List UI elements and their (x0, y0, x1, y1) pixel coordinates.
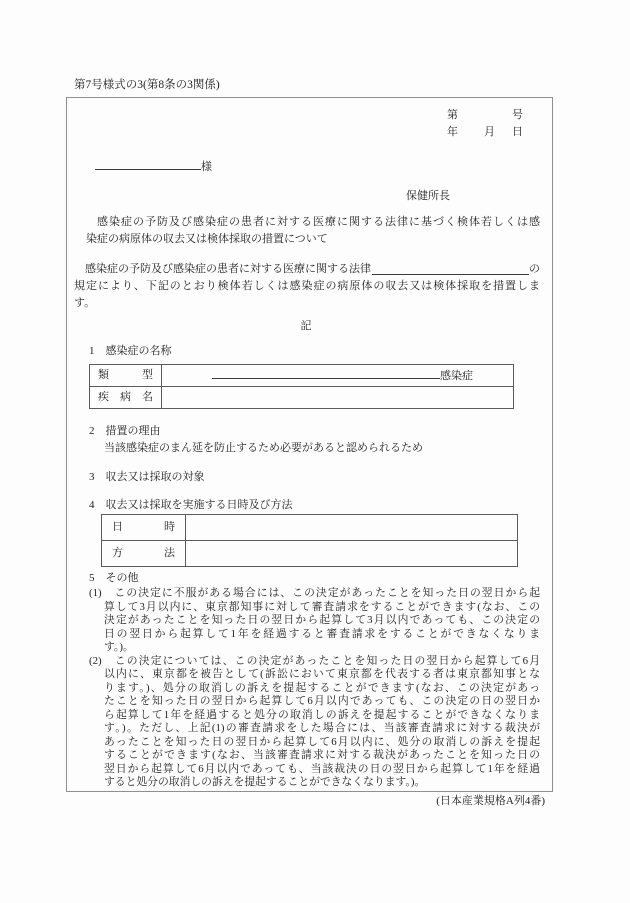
other-item1-line: す。)。 (104, 641, 134, 653)
disease-value-cell[interactable] (162, 387, 514, 409)
year-label: 年 (447, 126, 458, 138)
type-value-cell[interactable] (162, 365, 514, 387)
body-line: す。 (74, 297, 96, 309)
type-label-cell: 類型 (90, 365, 162, 387)
section4-heading: 4 収去又は採取を実施する日時及び方法 (89, 499, 293, 511)
datetime-value-cell[interactable] (186, 515, 518, 541)
other-item2-line: することができます(なお、当該審査請求に対する裁決があったことを知った日の (104, 749, 540, 761)
form-code-label: 第7号様式の3(第8条の3関係) (74, 79, 220, 91)
subject-paragraph (86, 214, 540, 248)
type-suffix: 感染症 (440, 369, 473, 382)
other-item2-line: ります。)、処分の取消しの訴えを提起することができます(なお、この決定があっ (104, 681, 540, 694)
sender-title: 保健所長 (406, 190, 450, 202)
section5-heading: 5 その他 (89, 572, 139, 584)
type-blank[interactable] (212, 367, 440, 379)
subject-line: 感染症の予防及び感染症の患者に対する医療に関する法律に基づく検体若しくは感 (97, 216, 540, 228)
addressee-name-blank[interactable] (95, 157, 201, 170)
doc-number-prefix: 第 (447, 109, 458, 121)
section1-heading: 1 感染症の名称 (89, 345, 172, 357)
other-item2-line: す。)。ただし、上記(1)の審査請求をした場合には、当該審査請求に対する裁決が (104, 722, 540, 734)
date-line (74, 124, 540, 141)
other-item1-line: 決定があったことを知った日の翌日から起算して3月以内であっても、この決定の (104, 614, 540, 626)
month-label: 月 (484, 126, 495, 138)
law-provision-blank[interactable] (372, 274, 529, 275)
body-line-suffix: の (529, 263, 540, 275)
subject-line: 染症の病原体の収去又は検体採取の措置について (86, 233, 328, 245)
table-row (102, 541, 518, 567)
disease-name-table (89, 364, 514, 409)
addressee-line (95, 157, 540, 176)
datetime-label-cell: 日時 (102, 515, 186, 541)
form-border-box (66, 97, 553, 792)
other-item2-line: あったことを知った日の翌日から起算して6月以内に、処分の取消しの訴えを提起 (104, 735, 540, 748)
table-row (90, 365, 514, 387)
body-line-with-blank (74, 261, 540, 278)
day-label: 日 (512, 126, 523, 138)
document-number-line (74, 107, 540, 124)
method-label-cell: 方法 (102, 541, 186, 567)
other-item2-line: (2) この決定については、この決定があったことを知った日の翌日から起算して6月 (89, 654, 540, 667)
other-item1-line: 算して3月以内に、東京都知事に対して審査請求をすることができます(なお、この (104, 600, 540, 613)
method-value-cell[interactable] (186, 541, 518, 567)
section2-heading: 2 措置の理由 (89, 425, 161, 437)
other-item2-line: たことを知った日の翌日から起算して6月以内であっても、この決定の日の翌日か (104, 695, 540, 707)
addressee-honorific: 様 (201, 161, 212, 173)
jis-standard-note: (日本産業規格A列4番) (436, 795, 545, 807)
section5-other-notes (89, 587, 540, 790)
table-row (102, 515, 518, 541)
other-item1-line: (1) この決定に不服がある場合には、この決定があったことを知った日の翌日から起 (89, 587, 540, 599)
body-line-prefix: 感染症の予防及び感染症の患者に対する医療に関する法律 (74, 263, 371, 275)
other-item2-line: ら起算して1年を経過すると処分の取消しの訴えを提起することができなくなりま (104, 708, 540, 721)
record-mark: 記 (300, 320, 314, 332)
body-line: 規定により、下記のとおり検体若しくは感染症の病原体の収去又は検体採取を措置しま (74, 280, 540, 292)
section2-body: 当該感染症のまん延を防止するため必要があると認められるため (104, 442, 423, 454)
disease-label-cell: 疾病名 (90, 387, 162, 409)
other-item2-line: すると処分の取消しの訴えを提起することができなくなります。)。 (104, 776, 426, 788)
other-item2-line: 翌日から起算して6月以内であっても、当該裁決の日の翌日から起算して1年を経過 (104, 762, 540, 775)
doc-number-suffix: 号 (512, 109, 523, 121)
other-item1-line: 日の翌日から起算して1年を経過すると審査請求をすることができなくなりま (104, 627, 540, 640)
datetime-method-table (101, 514, 518, 567)
body-paragraph (74, 261, 540, 312)
table-row (90, 387, 514, 409)
other-item2-line: 以内に、東京都を被告として(訴訟において東京都を代表する者は東京都知事とな (104, 668, 540, 680)
section3-heading: 3 収去又は採取の対象 (89, 471, 205, 483)
